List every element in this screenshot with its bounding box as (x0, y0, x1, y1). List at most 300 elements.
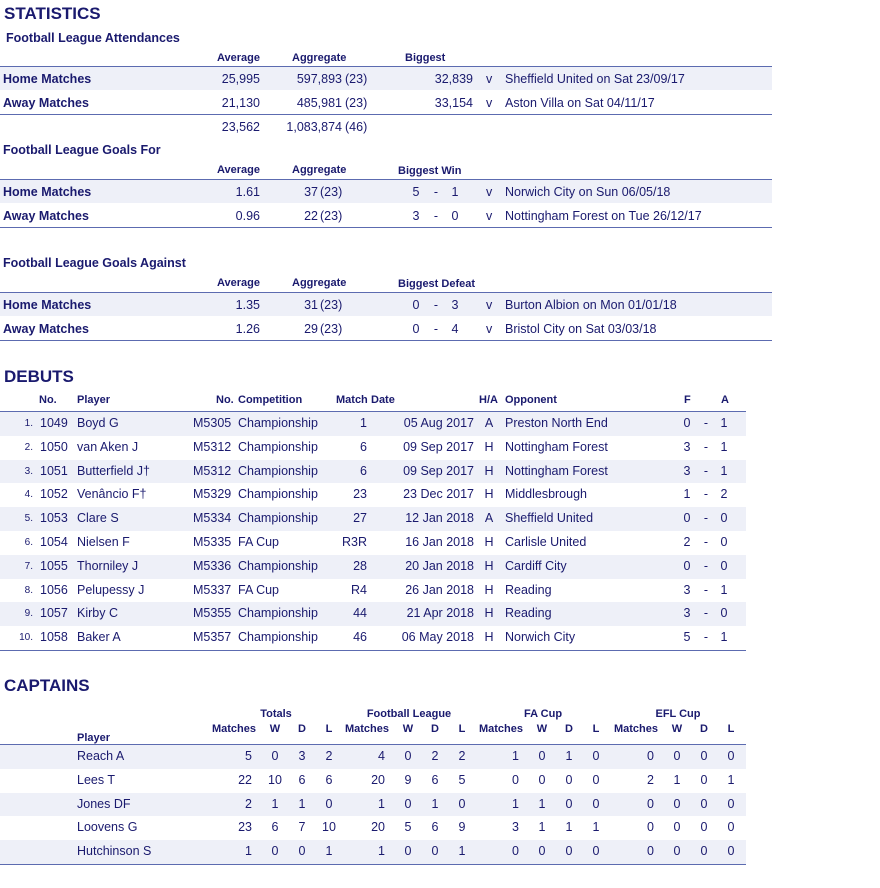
captain-stat-w: 0 (404, 749, 412, 763)
captain-stat-d: 6 (431, 820, 439, 835)
debut-player-name: van Aken J (77, 439, 139, 454)
debut-match-number: M5329 (193, 487, 232, 502)
captain-matches: 0 (512, 772, 519, 787)
goals-match-detail: Norwich City on Sun 06/05/18 (505, 185, 671, 199)
debut-home-away: H (484, 630, 494, 645)
score-for: 0 (683, 511, 691, 526)
captain-stat-l: 0 (727, 749, 735, 763)
row-label: Away Matches (3, 96, 89, 110)
captain-matches: 0 (512, 844, 519, 859)
score-dash: - (703, 416, 709, 430)
captain-stat-l: 9 (458, 820, 466, 835)
debut-match: 28 (353, 558, 367, 573)
debut-opponent: Reading (505, 606, 552, 621)
attendance-games: (23) (345, 72, 368, 86)
debut-home-away: H (484, 558, 494, 573)
debut-player-number: 1056 (40, 582, 68, 597)
captain-stat-d: 3 (298, 749, 306, 763)
attendance-biggest: 33,154 (434, 96, 473, 110)
captain-stat-l: 0 (727, 844, 735, 859)
captains-subheader-d: D (700, 723, 708, 735)
captain-stat-l: 1 (727, 772, 735, 787)
goals-against-title: Football League Goals Against (3, 256, 186, 270)
debut-match: R4 (351, 582, 367, 597)
captain-player-name: Loovens G (77, 820, 138, 835)
score-for: 5 (412, 185, 420, 199)
captain-matches: 1 (512, 749, 519, 763)
score-against: 0 (720, 511, 728, 526)
score-dash: - (703, 487, 709, 502)
captain-stat-w: 0 (404, 796, 412, 811)
versus-label: v (486, 322, 493, 336)
debut-opponent: Cardiff City (505, 558, 567, 573)
score-for: 0 (683, 416, 691, 430)
debut-player-number: 1058 (40, 630, 68, 645)
debut-opponent: Middlesbrough (505, 487, 587, 502)
score-against: 0 (451, 209, 459, 223)
debut-date: 05 Aug 2017 (403, 416, 474, 430)
debut-index: 1. (24, 418, 33, 429)
score-dash: - (703, 463, 709, 478)
goals-average: 1.35 (235, 298, 260, 312)
score-dash: - (703, 511, 709, 526)
captains-subheader-matches: Matches (344, 723, 389, 735)
captains-group-header: Totals (260, 708, 292, 720)
captains-header-player: Player (77, 732, 111, 744)
debut-match-number: M5337 (193, 582, 232, 597)
divider (0, 340, 772, 341)
debut-row (0, 602, 746, 626)
goals-against-header-aggregate: Aggregate (292, 277, 347, 289)
goals-games: (23) (320, 298, 343, 312)
captain-stat-l: 0 (592, 772, 600, 787)
debut-match-number: M5334 (193, 511, 232, 526)
score-for: 3 (683, 606, 691, 621)
score-dash: - (433, 209, 439, 223)
captain-matches: 1 (378, 796, 385, 811)
captain-stat-d: 0 (565, 844, 573, 859)
debut-home-away: H (484, 606, 494, 621)
attendance-average: 21,130 (221, 96, 260, 110)
score-dash: - (433, 322, 439, 336)
captain-stat-w: 0 (404, 844, 412, 859)
debut-index: 3. (24, 465, 33, 477)
debut-home-away: H (484, 535, 494, 549)
debuts-header-player: Player (77, 394, 111, 406)
captain-stat-l: 1 (592, 820, 600, 835)
goals-aggregate: 37 (304, 185, 318, 199)
debut-opponent: Nottingham Forest (505, 439, 608, 454)
debut-row (0, 460, 746, 484)
captain-stat-w: 0 (538, 844, 546, 859)
captains-subheader-matches: Matches (211, 723, 256, 735)
captain-matches: 23 (238, 820, 252, 835)
debut-competition: Championship (238, 463, 318, 478)
goals-match-detail: Burton Albion on Mon 01/01/18 (505, 298, 677, 312)
captain-stat-d: 0 (700, 820, 708, 835)
debut-opponent: Nottingham Forest (505, 463, 608, 478)
score-dash: - (703, 630, 709, 645)
debut-home-away: H (484, 582, 494, 597)
debuts-header-a: A (721, 394, 729, 406)
score-against: 1 (720, 630, 728, 645)
captain-stat-w: 0 (673, 844, 681, 859)
attendance-biggest-detail: Aston Villa on Sat 04/11/17 (505, 96, 655, 110)
score-against: 0 (720, 558, 728, 573)
debut-index: 6. (24, 537, 33, 548)
goals-average: 1.26 (235, 322, 260, 336)
debut-match-number: M5335 (193, 535, 232, 549)
captain-stat-w: 0 (538, 772, 546, 787)
captain-row (0, 793, 746, 817)
versus-label: v (486, 209, 493, 223)
goals-aggregate: 29 (304, 322, 318, 336)
captain-stat-d: 1 (298, 796, 306, 811)
captain-player-name: Jones DF (77, 796, 131, 811)
captains-subheader-l: L (325, 723, 333, 735)
goals-aggregate: 22 (304, 209, 318, 223)
score-for: 3 (412, 209, 420, 223)
debut-player-number: 1050 (40, 439, 68, 454)
captain-stat-w: 0 (538, 749, 546, 763)
captain-stat-w: 0 (673, 820, 681, 835)
captain-matches: 1 (378, 844, 385, 859)
attendances-total-average: 23,562 (221, 120, 260, 134)
goals-for-header-average: Average (217, 164, 261, 176)
captains-subheader-l: L (592, 723, 600, 735)
captain-player-name: Hutchinson S (77, 844, 152, 859)
score-against: 1 (720, 582, 728, 597)
captain-stat-d: 6 (298, 772, 306, 787)
captain-stat-w: 5 (404, 820, 412, 835)
captain-stat-l: 0 (325, 796, 333, 811)
captain-stat-w: 1 (271, 796, 279, 811)
captain-matches: 20 (371, 820, 385, 835)
captain-stat-d: 0 (298, 844, 306, 859)
score-against: 0 (720, 606, 728, 621)
captain-stat-w: 9 (404, 772, 412, 787)
debut-match: 6 (360, 439, 367, 454)
captain-row (0, 840, 746, 864)
debut-row (0, 626, 746, 650)
captain-matches: 1 (512, 796, 519, 811)
captain-matches: 5 (245, 749, 252, 763)
debut-index: 10. (19, 632, 33, 644)
captain-stat-d: 0 (700, 749, 708, 763)
captain-stat-d: 0 (565, 772, 573, 787)
captain-stat-d: 2 (431, 749, 439, 763)
captain-stat-w: 0 (271, 844, 279, 859)
captain-stat-l: 1 (325, 844, 333, 859)
captain-stat-d: 0 (700, 844, 708, 859)
debut-index: 9. (24, 608, 33, 620)
captain-matches: 22 (238, 772, 252, 787)
captains-subheader-d: D (298, 723, 306, 735)
debut-date: 23 Dec 2017 (403, 487, 474, 502)
captain-matches: 2 (245, 796, 252, 811)
captain-stat-l: 2 (325, 749, 333, 763)
debut-player-name: Boyd G (77, 416, 119, 430)
captain-stat-d: 0 (700, 796, 708, 811)
score-against: 1 (451, 185, 459, 199)
debut-competition: FA Cup (238, 535, 279, 549)
debut-player-number: 1051 (40, 463, 68, 478)
row-label: Away Matches (3, 209, 89, 223)
score-for: 1 (683, 487, 691, 502)
versus-label: v (486, 96, 493, 110)
debuts-header-f: F (684, 394, 691, 406)
score-dash: - (703, 558, 709, 573)
score-dash: - (433, 185, 439, 199)
goals-games: (23) (320, 185, 343, 199)
divider (0, 114, 772, 115)
debut-competition: Championship (238, 606, 318, 621)
debut-date: 20 Jan 2018 (405, 558, 474, 573)
captains-subheader-matches: Matches (478, 723, 523, 735)
statistics-title: STATISTICS (4, 4, 101, 23)
captain-matches: 4 (378, 749, 385, 763)
debut-date: 06 May 2018 (401, 630, 474, 645)
divider (0, 650, 746, 651)
captain-stat-w: 1 (538, 796, 546, 811)
debut-home-away: H (484, 463, 494, 478)
captains-group-header: Football League (366, 708, 452, 720)
captain-stat-l: 5 (458, 772, 466, 787)
captains-subheader-d: D (431, 723, 439, 735)
debut-row (0, 507, 746, 531)
debut-player-name: Nielsen F (77, 535, 130, 549)
debut-player-name: Pelupessy J (77, 582, 145, 597)
debut-opponent: Preston North End (505, 416, 608, 430)
captain-stat-l: 6 (325, 772, 333, 787)
debut-home-away: H (484, 439, 494, 454)
captain-stat-l: 0 (592, 749, 600, 763)
captain-matches: 1 (245, 844, 252, 859)
captain-row (0, 816, 746, 840)
debut-home-away: H (484, 487, 494, 502)
score-dash: - (703, 606, 709, 621)
score-against: 4 (451, 322, 459, 336)
captain-stat-l: 2 (458, 749, 466, 763)
captain-row (0, 745, 746, 769)
debut-index: 4. (24, 489, 33, 501)
debut-date: 09 Sep 2017 (403, 439, 474, 454)
captain-matches: 2 (647, 772, 654, 787)
captain-stat-w: 6 (271, 820, 279, 835)
captains-subheader-matches: Matches (613, 723, 658, 735)
debut-match: 46 (353, 630, 367, 645)
captain-stat-w: 1 (538, 820, 546, 835)
debut-date: 12 Jan 2018 (405, 511, 474, 526)
captain-stat-w: 10 (268, 772, 282, 787)
score-dash: - (703, 439, 709, 454)
captain-row (0, 769, 746, 793)
captains-subheader-w: W (536, 723, 548, 735)
debut-competition: Championship (238, 416, 318, 430)
debut-date: 21 Apr 2018 (406, 606, 474, 621)
score-for: 0 (412, 322, 420, 336)
goals-aggregate: 31 (304, 298, 318, 312)
debut-competition: Championship (238, 558, 318, 573)
debut-date: 16 Jan 2018 (405, 535, 474, 549)
goals-average: 1.61 (235, 185, 260, 199)
debut-row (0, 436, 746, 460)
score-for: 2 (683, 535, 691, 549)
attendances-total-games: (46) (345, 120, 368, 134)
captain-stat-d: 1 (565, 820, 573, 835)
debut-row (0, 412, 746, 436)
captains-subheader-l: L (458, 723, 466, 735)
attendance-aggregate: 485,981 (296, 96, 342, 110)
attendances-header-aggregate: Aggregate (292, 52, 347, 64)
attendance-biggest-detail: Sheffield United on Sat 23/09/17 (505, 72, 685, 86)
goals-match-detail: Nottingham Forest on Tue 26/12/17 (505, 209, 702, 223)
score-for: 3 (683, 463, 691, 478)
debut-match-number: M5312 (193, 439, 232, 454)
attendance-biggest: 32,839 (434, 72, 473, 86)
debut-row (0, 483, 746, 507)
captains-subheader-l: L (727, 723, 735, 735)
attendances-title: Football League Attendances (6, 31, 180, 45)
debut-competition: Championship (238, 511, 318, 526)
captain-matches: 20 (371, 772, 385, 787)
debut-index: 5. (24, 513, 33, 525)
debuts-header-opponent: Opponent (505, 394, 557, 406)
captain-matches: 0 (647, 749, 654, 763)
score-against: 0 (720, 535, 728, 549)
goals-against-header-average: Average (217, 277, 261, 289)
captain-player-name: Reach A (77, 749, 125, 763)
debut-row (0, 555, 746, 579)
captain-stat-d: 6 (431, 772, 439, 787)
divider (0, 227, 772, 228)
debut-home-away: A (484, 416, 494, 430)
attendance-average: 25,995 (221, 72, 260, 86)
score-dash: - (433, 298, 439, 312)
score-against: 1 (720, 439, 728, 454)
goals-for-title: Football League Goals For (3, 143, 161, 157)
captain-stat-l: 0 (592, 844, 600, 859)
debut-player-name: Kirby C (77, 606, 118, 621)
debut-index: 2. (24, 441, 33, 453)
captain-stat-d: 1 (431, 796, 439, 811)
debut-player-number: 1052 (40, 487, 68, 502)
captains-group-header: FA Cup (523, 708, 563, 720)
debut-player-number: 1057 (40, 606, 68, 621)
captain-stat-l: 0 (727, 820, 735, 835)
debut-player-name: Butterfield J† (77, 463, 150, 478)
debut-player-number: 1053 (40, 511, 68, 526)
debut-player-name: Thorniley J (77, 558, 139, 573)
captains-subheader-w: W (671, 723, 683, 735)
debut-date: 26 Jan 2018 (405, 582, 474, 597)
score-for: 3 (683, 439, 691, 454)
debut-index: 7. (24, 560, 33, 572)
score-dash: - (703, 535, 709, 549)
captain-stat-l: 1 (458, 844, 466, 859)
debut-row (0, 579, 746, 603)
goals-for-header-aggregate: Aggregate (292, 164, 347, 176)
captain-matches: 0 (647, 820, 654, 835)
captain-stat-d: 1 (565, 749, 573, 763)
debut-match: 6 (360, 463, 367, 478)
divider (0, 864, 746, 865)
debut-match: R3R (341, 535, 367, 549)
debut-opponent: Sheffield United (505, 511, 594, 526)
debut-match: 23 (353, 487, 367, 502)
captains-subheader-w: W (402, 723, 414, 735)
captains-subheader-d: D (565, 723, 573, 735)
debut-match-number: M5336 (193, 558, 232, 573)
captain-stat-w: 0 (673, 749, 681, 763)
score-against: 2 (720, 487, 728, 502)
captain-stat-l: 0 (727, 796, 735, 811)
captain-matches: 3 (512, 820, 519, 835)
row-label: Home Matches (3, 185, 92, 199)
debut-opponent: Norwich City (505, 630, 576, 645)
debut-match-number: M5305 (193, 416, 232, 430)
debuts-title: DEBUTS (4, 367, 74, 386)
debut-competition: Championship (238, 439, 318, 454)
debut-match-number: M5357 (193, 630, 232, 645)
attendance-aggregate: 597,893 (296, 72, 342, 86)
debuts-header-no: No. (39, 394, 57, 406)
captain-stat-l: 0 (592, 796, 600, 811)
debut-row (0, 531, 746, 555)
score-against: 1 (720, 416, 728, 430)
goals-games: (23) (320, 209, 343, 223)
captain-stat-l: 10 (322, 820, 336, 835)
score-dash: - (703, 582, 709, 597)
attendances-header-biggest: Biggest (405, 52, 446, 64)
debut-player-name: Venâncio F† (77, 487, 147, 502)
debut-match-number: M5355 (193, 606, 232, 621)
debut-competition: FA Cup (238, 582, 279, 597)
debut-opponent: Carlisle United (505, 535, 587, 549)
captains-subheader-w: W (269, 723, 281, 735)
captain-stat-d: 7 (298, 820, 306, 835)
captains-title: CAPTAINS (4, 676, 90, 695)
debuts-header-date: Date (371, 394, 395, 406)
score-against: 1 (720, 463, 728, 478)
attendance-games: (23) (345, 96, 368, 110)
row-label: Away Matches (3, 322, 89, 336)
debut-competition: Championship (238, 630, 318, 645)
captain-stat-w: 1 (673, 772, 681, 787)
debut-match: 27 (353, 511, 367, 526)
debut-index: 8. (24, 584, 33, 596)
row-label: Home Matches (3, 298, 92, 312)
captain-stat-l: 0 (458, 796, 466, 811)
score-for: 5 (683, 630, 691, 645)
debuts-header-match-no: No. (216, 394, 234, 406)
goals-average: 0.96 (235, 209, 260, 223)
goals-against-header-biggest-defeat: Biggest Defeat (398, 278, 476, 290)
captain-stat-d: 0 (700, 772, 708, 787)
captain-stat-d: 0 (431, 844, 439, 859)
goals-games: (23) (320, 322, 343, 336)
debuts-header-ha: H/A (479, 394, 498, 406)
captain-stat-w: 0 (271, 749, 279, 763)
score-for: 0 (412, 298, 420, 312)
debut-match: 1 (360, 416, 367, 430)
versus-label: v (486, 298, 493, 312)
debuts-header-match: Match (336, 394, 368, 406)
debut-player-number: 1054 (40, 535, 68, 549)
debut-competition: Championship (238, 487, 318, 502)
score-for: 0 (683, 558, 691, 573)
captains-group-header: EFL Cup (655, 708, 701, 720)
